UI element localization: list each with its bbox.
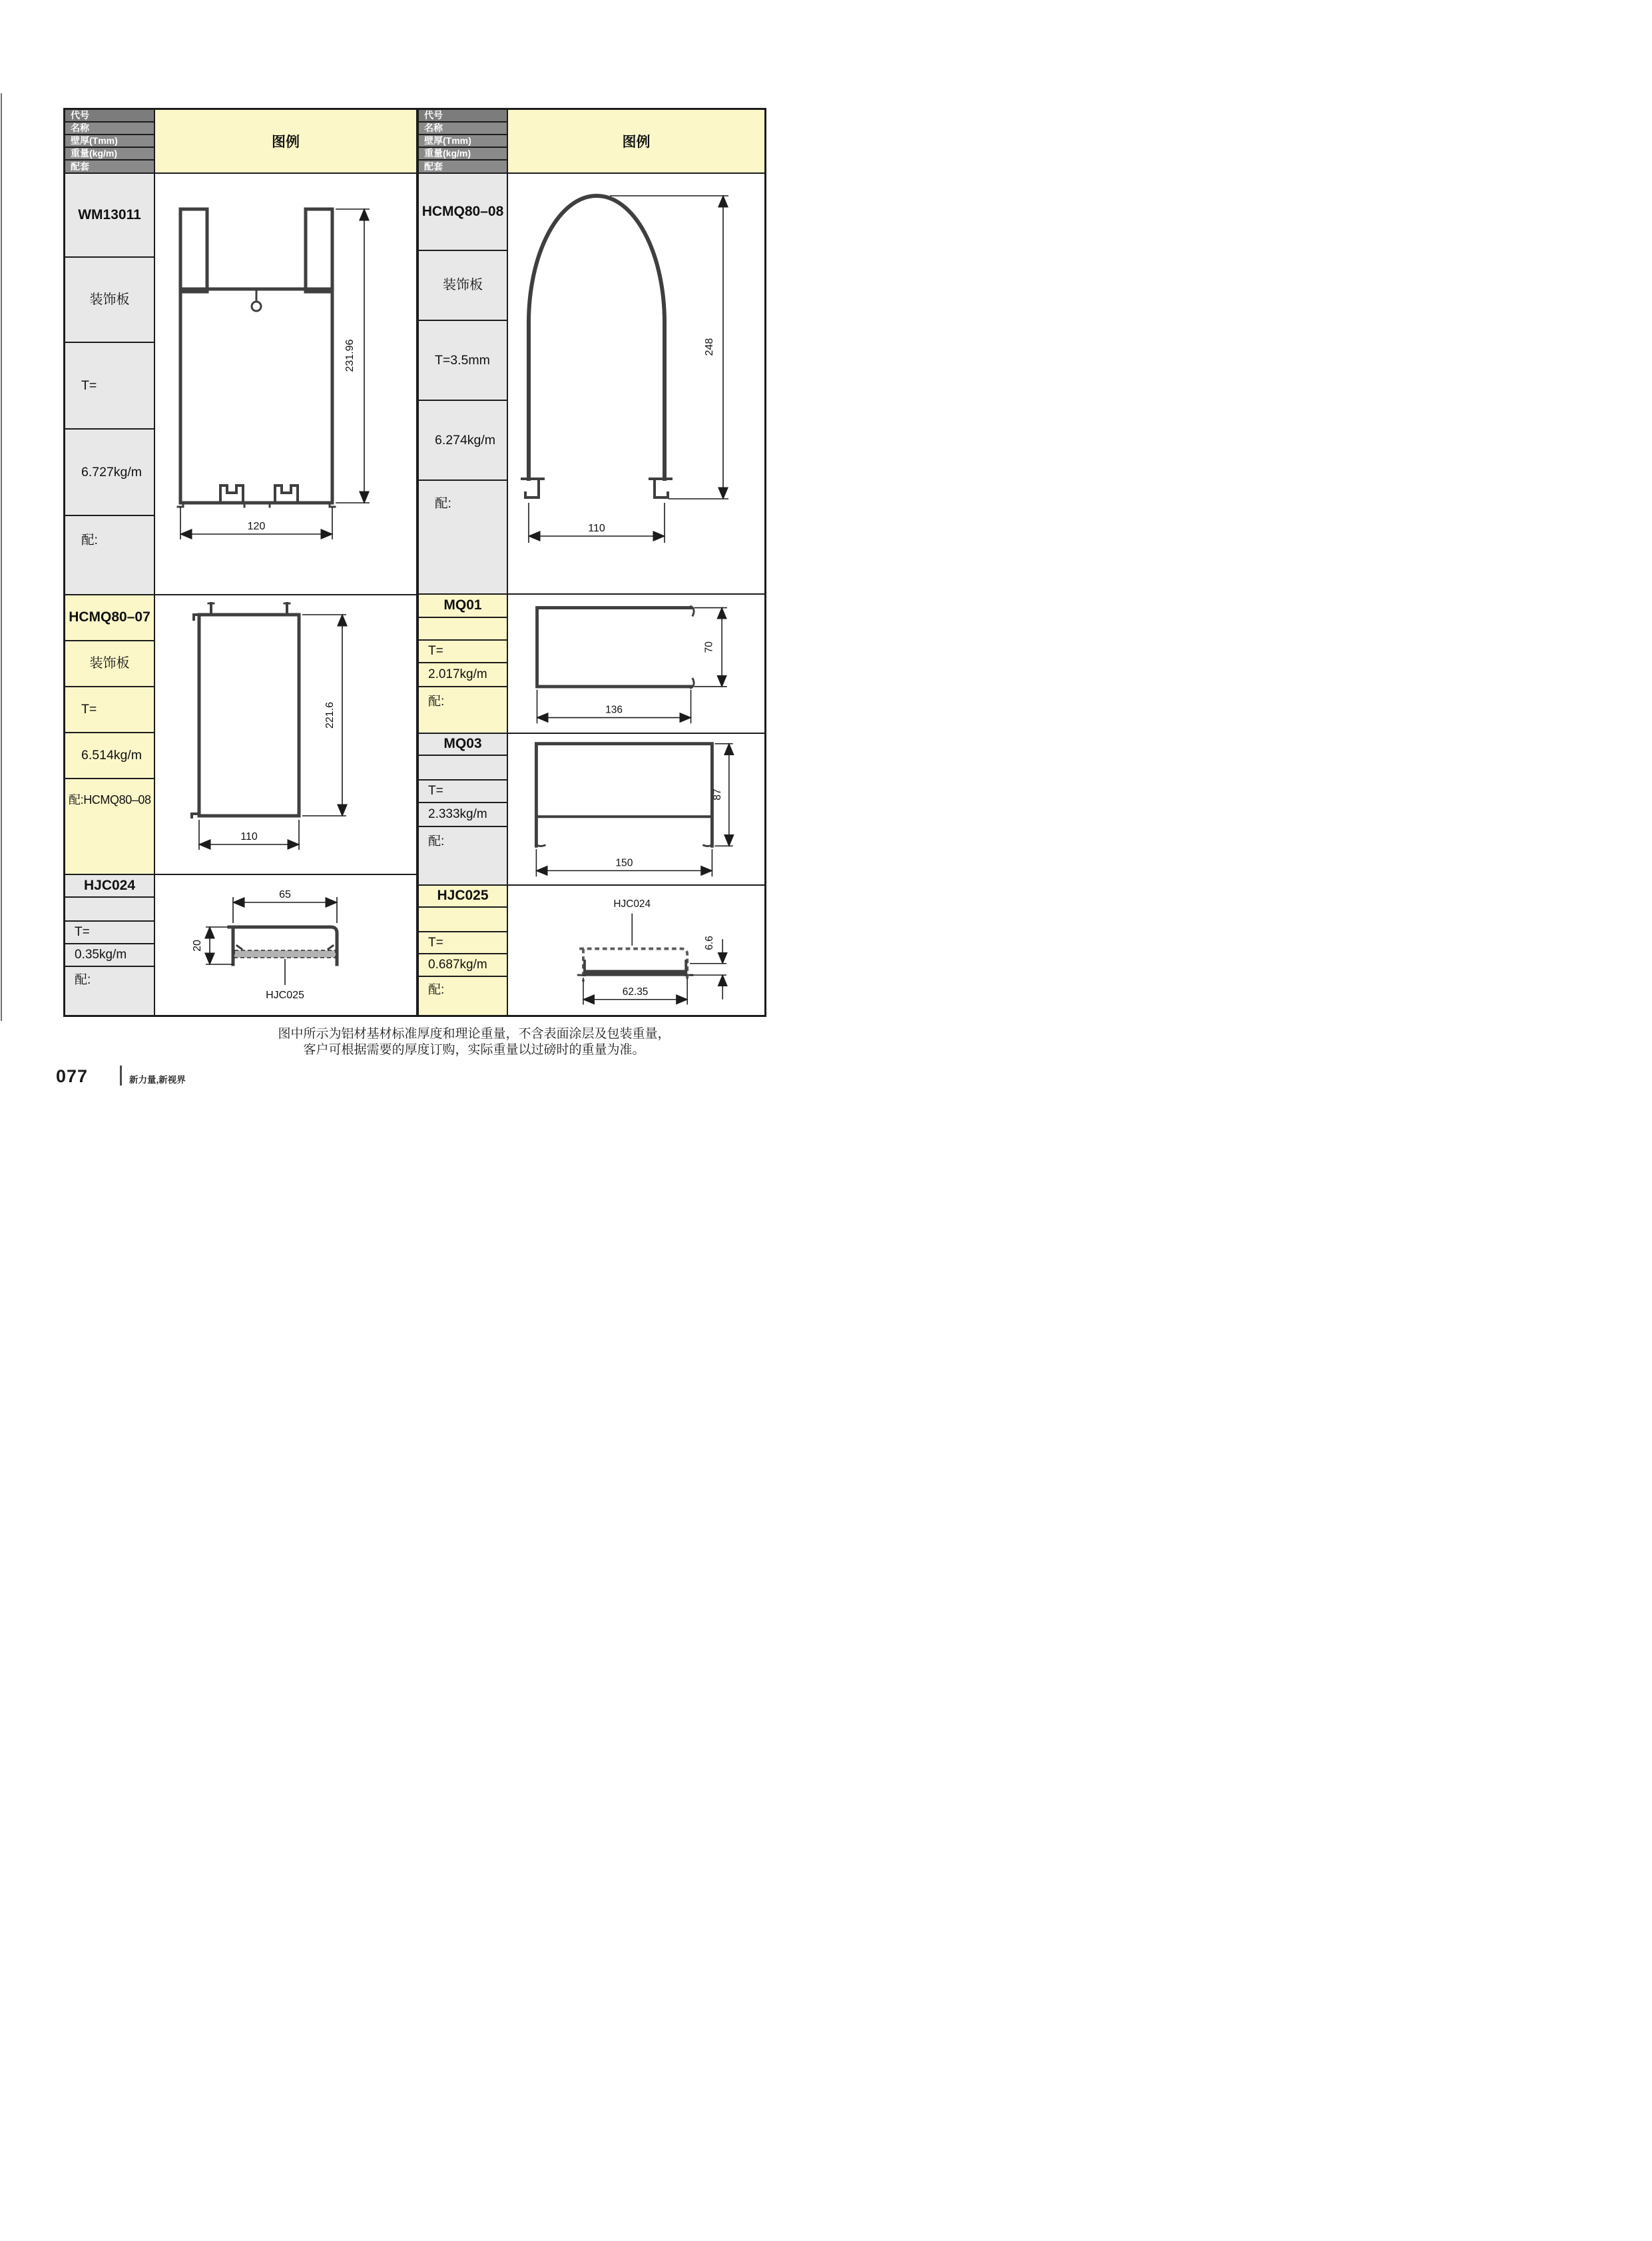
page-number: 077	[56, 1066, 89, 1086]
profile-drawing-mq03	[523, 736, 750, 882]
product-code: MQ01	[419, 595, 507, 618]
dim-width-label: 110	[587, 522, 605, 534]
profile-drawing-hjc024	[159, 877, 412, 1014]
profile-drawing-wm13011	[172, 201, 399, 567]
profile-drawing-hcmq80-08	[517, 186, 756, 582]
diagram-hjc024	[155, 875, 416, 1015]
product-weight: 2.017kg/m	[419, 663, 507, 687]
header-thickness: 壁厚(Tmm)	[65, 135, 154, 148]
callout-label: HJC025	[266, 989, 304, 1001]
product-name: 装饰板	[65, 258, 154, 343]
diagram-wm13011	[155, 174, 416, 595]
product-name: 装饰板	[419, 251, 507, 321]
dim-width-label: 150	[615, 857, 633, 869]
product-thickness: T=	[65, 343, 154, 430]
diagram-mq03	[508, 734, 764, 886]
dim-height-label: 20	[192, 939, 203, 952]
product-thickness: T=	[419, 781, 507, 803]
product-thickness: T=	[65, 922, 154, 944]
header-match: 配套	[65, 160, 154, 174]
diagram-column-right	[508, 110, 764, 1015]
product-weight: 0.35kg/m	[65, 944, 154, 967]
dim-width-label: 136	[605, 704, 623, 716]
product-thickness: T=	[65, 687, 154, 733]
dim-height-label: 70	[703, 641, 715, 653]
product-name	[419, 756, 507, 781]
product-weight: 2.333kg/m	[419, 803, 507, 827]
product-code: MQ03	[419, 734, 507, 756]
header-name: 名称	[65, 123, 154, 135]
product-match: 配:	[419, 827, 507, 886]
diagram-mq01	[508, 595, 764, 734]
legend-header: 图例	[508, 110, 764, 174]
product-code: HJC024	[65, 875, 154, 898]
product-match: 配:HCMQ80–08	[65, 779, 154, 875]
catalog-page	[0, 0, 826, 1120]
diagram-hjc025	[508, 886, 764, 1015]
product-code: HCMQ80–08	[419, 174, 507, 251]
profile-drawing-mq01	[527, 597, 746, 730]
product-name	[419, 618, 507, 641]
footer-divider	[120, 1066, 122, 1086]
page-fold-line	[1, 93, 2, 1021]
product-match: 配:	[419, 977, 507, 1015]
product-match: 配:	[65, 967, 154, 1015]
footer-note-line1: 图中所示为铝材基材标准厚度和理论重量，不含表面涂层及包装重量，	[278, 1027, 671, 1041]
footer-slogan: 新力量,新视界	[129, 1075, 186, 1085]
product-code: HCMQ80–07	[65, 595, 154, 641]
table-left	[63, 108, 418, 1017]
dim-width-label: 110	[240, 831, 258, 842]
product-match: 配:	[419, 481, 507, 595]
diagram-hcmq80-07	[155, 595, 416, 875]
header-match: 配套	[419, 160, 507, 174]
callout-label: HJC024	[613, 898, 651, 910]
label-column-left	[65, 110, 155, 1015]
dim-height-label: 231.96	[344, 339, 356, 372]
dim-width-label: 62.35	[622, 986, 648, 998]
product-code: WM13011	[65, 174, 154, 258]
dim-height-label: 221.6	[324, 701, 336, 729]
dim-width-label: 120	[247, 520, 266, 532]
product-name	[419, 908, 507, 932]
product-thickness: T=3.5mm	[419, 321, 507, 401]
diagram-hcmq80-08	[508, 174, 764, 595]
header-name: 名称	[419, 123, 507, 135]
header-weight: 重量(kg/m)	[419, 148, 507, 160]
table-right	[417, 108, 766, 1017]
product-weight: 0.687kg/m	[419, 954, 507, 977]
label-column-right	[419, 110, 508, 1015]
product-name	[65, 898, 154, 922]
header-code: 代号	[419, 110, 507, 123]
profile-drawing-hcmq80-07	[176, 598, 396, 871]
product-match: 配:	[65, 516, 154, 595]
product-match: 配:	[419, 687, 507, 734]
product-code: HJC025	[419, 886, 507, 908]
footer-note-line2: 客户可根据需要的厚度订购，实际重量以过磅时的重量为准。	[303, 1043, 645, 1057]
product-weight: 6.514kg/m	[65, 733, 154, 779]
profile-drawing-hjc025	[510, 888, 763, 1013]
product-thickness: T=	[419, 932, 507, 954]
product-thickness: T=	[419, 641, 507, 663]
diagram-column-left	[155, 110, 416, 1015]
product-name: 装饰板	[65, 641, 154, 687]
dim-height-label: 248	[703, 338, 715, 356]
dim-width-label: 65	[279, 888, 291, 900]
header-code: 代号	[65, 110, 154, 123]
product-weight: 6.727kg/m	[65, 430, 154, 516]
header-weight: 重量(kg/m)	[65, 148, 154, 160]
dim-height-label: 6.6	[703, 936, 715, 950]
dim-height-label: 87	[711, 789, 723, 800]
header-thickness: 壁厚(Tmm)	[419, 135, 507, 148]
legend-header: 图例	[155, 110, 416, 174]
product-weight: 6.274kg/m	[419, 401, 507, 481]
